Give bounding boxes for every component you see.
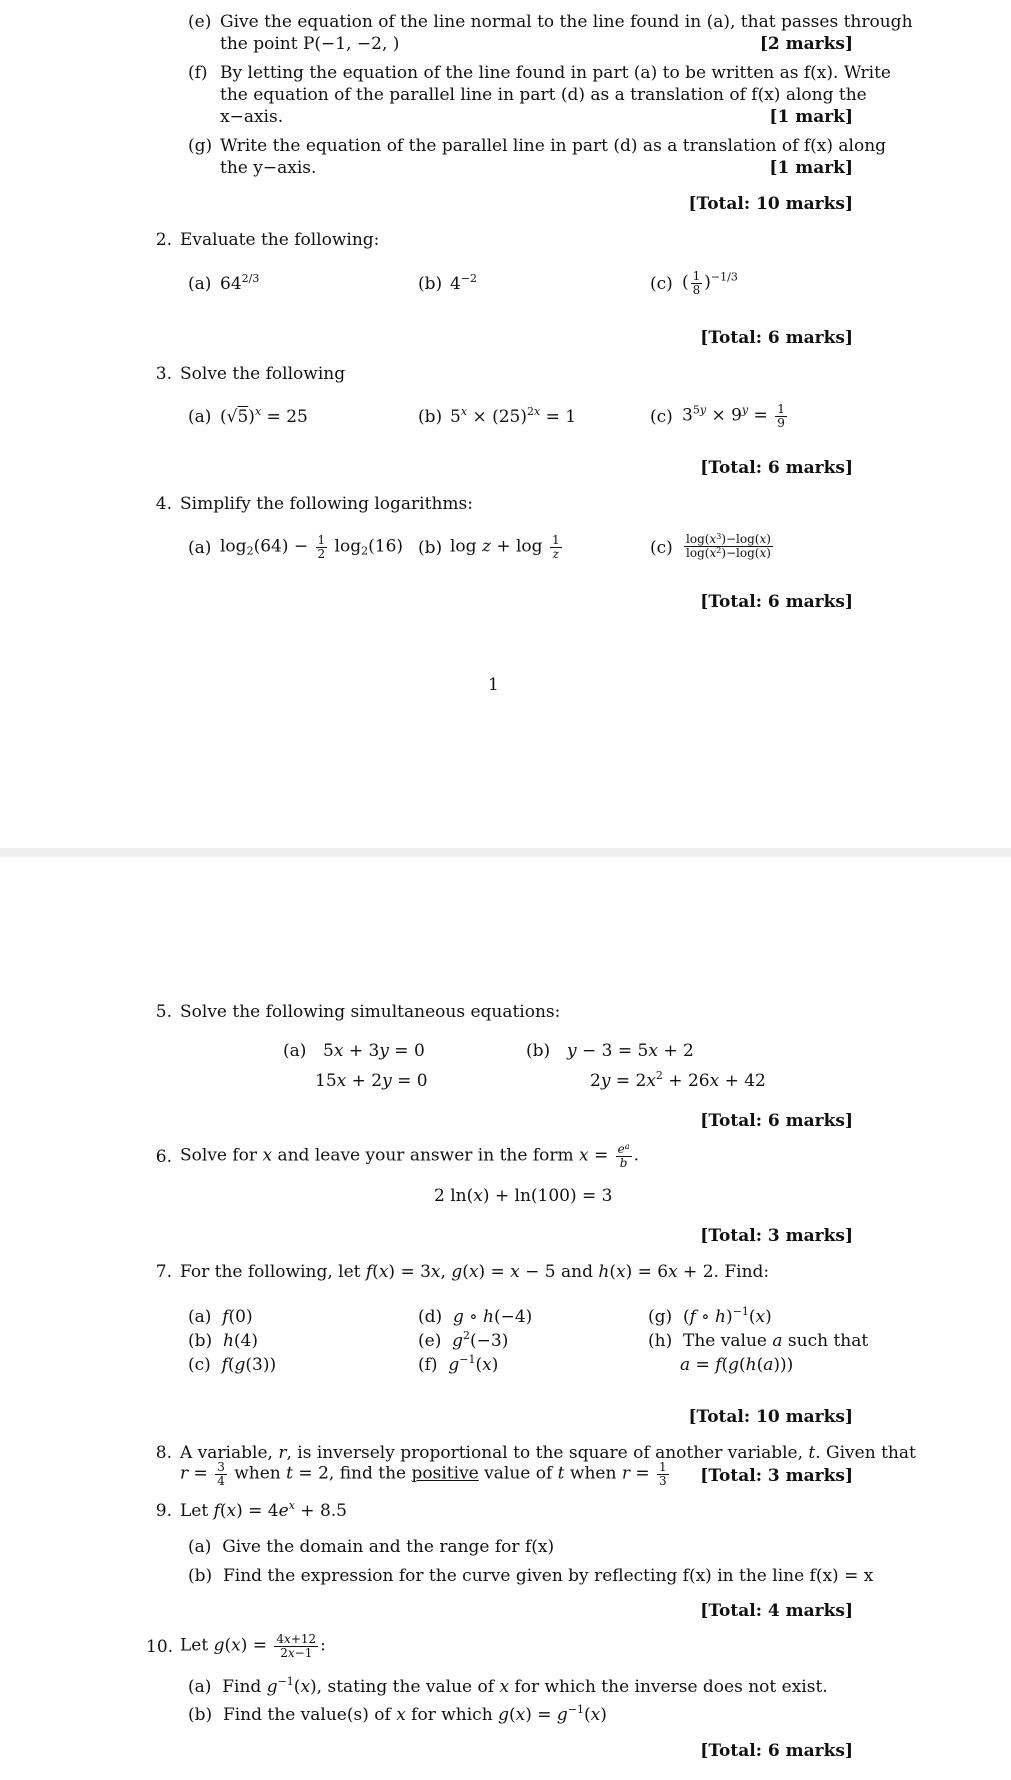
q7b: (b) h(4) (188, 1331, 259, 1351)
q2-prompt: Evaluate the following: (180, 230, 380, 250)
q10-total: [Total: 6 marks] (700, 1741, 853, 1761)
q2-number: 2. (155, 230, 172, 250)
q7e: (e) $g^2(-3)$ (418, 1329, 509, 1351)
q2a-expression: $64^{2/3}$ (220, 272, 260, 294)
q5a-eq2: 15x + 2y = 0 (315, 1071, 428, 1091)
q6-total: [Total: 3 marks] (700, 1226, 853, 1246)
q1e-label: (e) (188, 12, 212, 32)
page-separator (0, 848, 1011, 857)
q2b-label: (b) (418, 274, 443, 294)
q5b-label: (b) (526, 1041, 551, 1061)
q4-prompt: Simplify the following logarithms: (180, 494, 473, 514)
q9-total: [Total: 4 marks] (700, 1601, 853, 1621)
q9-prompt: Let $f(x) = 4e^x + 8.5$ (180, 1499, 347, 1521)
q3c-label: (c) (650, 407, 673, 427)
q1e-line1: Give the equation of the line normal to the line found in (a), that passes through (220, 12, 913, 32)
q5a-eq1: 5x + 3y = 0 (323, 1041, 425, 1061)
q7a: (a) f(0) (188, 1307, 253, 1327)
q3b-equation: $5^x \times (25)^{2x} = 1$ (450, 405, 577, 427)
q2c-expression: ( $\frac{1}{8}$ )$^{-1/3}$ (682, 269, 738, 297)
q5a-label: (a) (283, 1041, 307, 1061)
page-2 (0, 857, 1011, 1780)
q4b-label: (b) (418, 538, 443, 558)
q7f: (f) $g^{-1}(x)$ (418, 1353, 499, 1375)
q7h-line1: (h) The value a such that (648, 1331, 869, 1351)
q5b-eq1: y − 3 = 5x + 2 (567, 1041, 694, 1061)
q7h-line2: a = f(g(h(a))) (680, 1355, 794, 1375)
q9a-text: Give the domain and the range for f(x) (222, 1537, 555, 1557)
q1g-line2: the y−axis. (220, 158, 317, 178)
q1f-label: (f) (188, 63, 208, 83)
q10a: (a) Find $g^{-1}(x)$, stating the value of x for which the inverse does not exist. (188, 1675, 828, 1697)
q5-number: 5. (155, 1002, 172, 1022)
q1f-line2: the equation of the parallel line in part (d) as a translation of f(x) along the (220, 85, 867, 105)
q9-number: 9. (155, 1501, 172, 1521)
q4a-label: (a) (188, 538, 212, 558)
q5-total: [Total: 6 marks] (700, 1111, 853, 1131)
q7g: (g) (f ∘ h)$^{-1}$(x) (648, 1305, 772, 1327)
q9b-text: Find the expression for the curve given by reflecting f(x) in the line f(x) = x (222, 1566, 874, 1586)
q1f-line3: x−axis. (220, 107, 284, 127)
q2-total: [Total: 6 marks] (700, 328, 853, 348)
q7-prompt: For the following, let f(x) = 3x, g(x) = x − 5 and h(x) = 6x + 2. Find: (180, 1262, 770, 1282)
q10-number: 10. (146, 1637, 174, 1657)
q4c-label: (c) (650, 538, 673, 558)
q10b: (b) Find the value(s) of x for which $g(x) = g^{-1}(x)$ (188, 1703, 607, 1725)
q4-total: [Total: 6 marks] (700, 592, 853, 612)
q5-prompt: Solve the following simultaneous equations: (180, 1002, 561, 1022)
q9b: (b) Find the expression for the curve given by reflecting f(x) in the line f(x) = x (188, 1566, 874, 1586)
q2c-label: (c) (650, 274, 673, 294)
q7c: (c) f(g(3)) (188, 1355, 277, 1375)
q3-number: 3. (155, 364, 172, 384)
q2b-expression: $4^{-2}$ (450, 272, 478, 294)
q8-total: [Total: 3 marks] (700, 1466, 853, 1486)
q5b-eq2: $2y = 2x^2 + 26x + 42$ (590, 1069, 766, 1091)
q6-number: 6. (155, 1147, 172, 1167)
q2a-label: (a) (188, 274, 212, 294)
q1e-marks: [2 marks] (759, 34, 853, 54)
q8-line2: r = $\frac{3}{4}$ when t = 2, find the positive value of t when r = $\frac{1}{3}$ (180, 1460, 667, 1488)
q9a: (a) Give the domain and the range for f(x) (188, 1537, 555, 1557)
q1e-line2: the point P(−1, −2, ) (220, 34, 400, 54)
q3a-label: (a) (188, 407, 212, 427)
q7d: (d) g ∘ h(−4) (418, 1307, 533, 1327)
q7-total: [Total: 10 marks] (688, 1407, 853, 1427)
q1-total: [Total: 10 marks] (688, 194, 853, 214)
q1g-marks: [1 mark] (769, 158, 853, 178)
q6-equation: 2 ln(x) + ln(100) = 3 (434, 1186, 613, 1206)
q7-number: 7. (155, 1262, 172, 1282)
q3c-equation: $3^{5y} \times 9^y$ = $\frac{1}{9}$ (682, 402, 785, 430)
q4a-expression: $\log_2(64)$ − $\frac{1}{2}$ $\log_2(16)$ (220, 533, 404, 561)
q6-prompt: Solve for x and leave your answer in the form x = $\frac{e^a}{b}$ . (180, 1142, 639, 1170)
q1g-label: (g) (188, 136, 213, 156)
q4-number: 4. (155, 494, 172, 514)
q10-prompt: Let g(x) = $\frac{4x+12}{2x-1}$ : (180, 1632, 326, 1660)
q4b-expression: log z + log $\frac{1}{z}$ (450, 533, 560, 561)
q1g-line1: Write the equation of the parallel line in part (d) as a translation of f(x) along (220, 136, 887, 156)
q3-total: [Total: 6 marks] (700, 458, 853, 478)
q4c-expression: $\frac{\log(x^3)-\log(x)}{\log(x^2)-\log(x)}$ (686, 532, 771, 560)
q8-number: 8. (155, 1443, 172, 1463)
q3-prompt: Solve the following (180, 364, 346, 384)
page-1 (0, 0, 1011, 848)
page-number: 1 (488, 675, 499, 695)
q1f-marks: [1 mark] (769, 107, 853, 127)
q1f-line1: By letting the equation of the line found in part (a) to be written as f(x). Write (220, 63, 891, 83)
q3a-equation: $(√5)^x = 25$ (220, 405, 308, 427)
q8-line1: A variable, r, is inversely proportional to the square of another variable, t. Given that (180, 1443, 916, 1463)
q3b-label: (b) (418, 407, 443, 427)
